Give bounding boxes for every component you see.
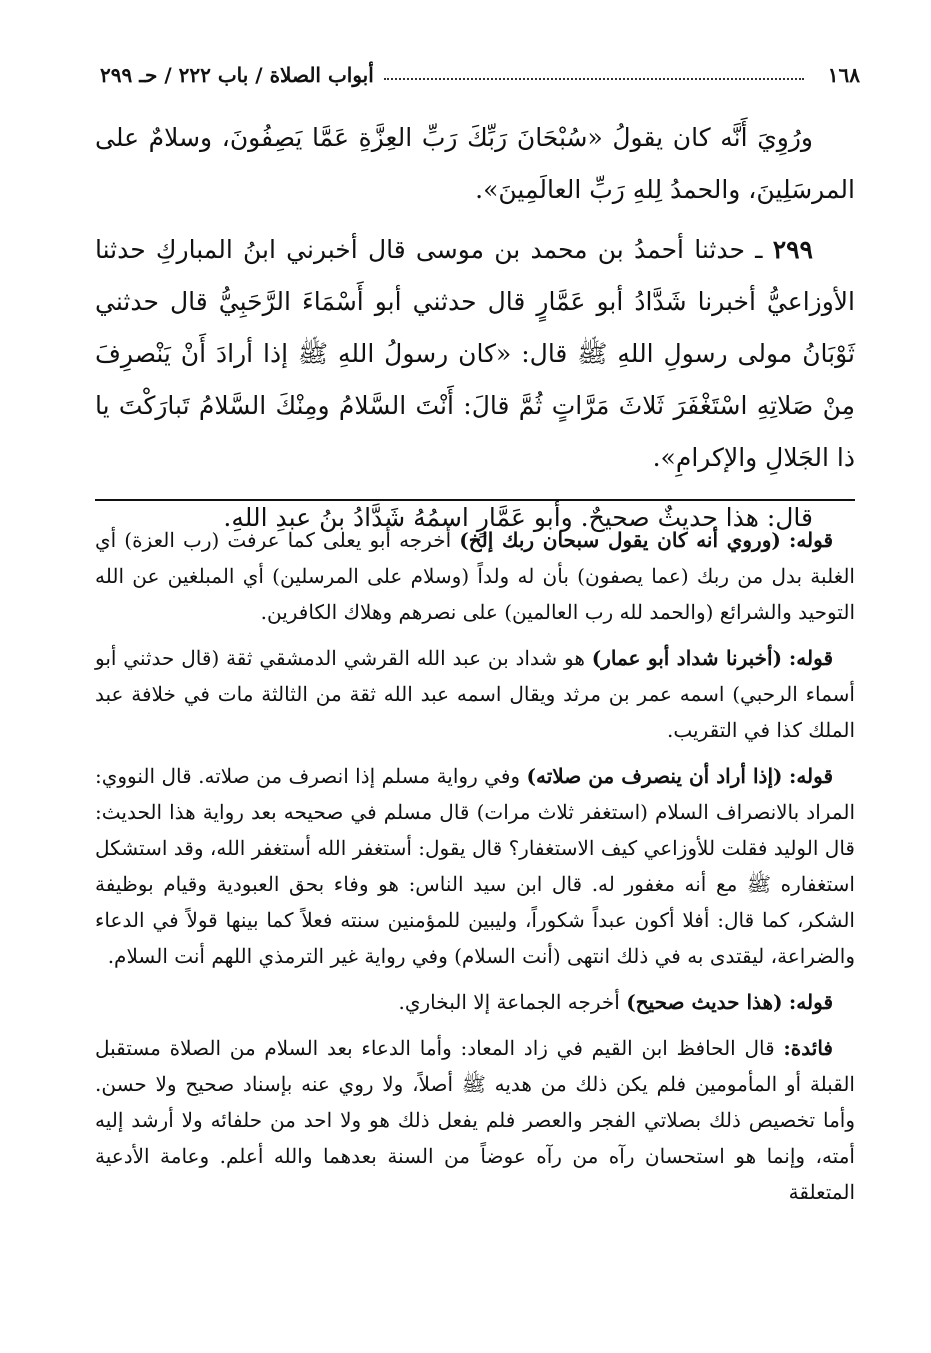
page-number: ١٦٨ (827, 63, 860, 87)
commentary-text: أخرجه الجماعة إلا البخاري. (398, 990, 620, 1014)
commentary-lead: قوله: (788, 990, 833, 1014)
footnote-divider (95, 499, 855, 501)
commentary-lead: قوله: (788, 646, 834, 670)
commentary-quote: (أخبرنا شداد أبو عمار) (591, 646, 783, 670)
commentary-paragraph (95, 522, 855, 630)
header-title: أبواب الصلاة / باب ٢٢٢ / حـ ٢٩٩ (100, 63, 374, 87)
benefit-paragraph (95, 1030, 855, 1210)
commentary-text: وفي رواية مسلم إذا انصرف من صلاته. قال النووي: المراد بالانصراف السلام (استغفر ثلاث مرات) قال مسلم في صحيحه بعد رواية هذا الحديث: قال الوليد فقلت للأوزاعي كيف الاستغفار؟ قال يقول: أستغفر الله أستغفر الله، وقد استشكل استغفاره ﷺ مع أنه مغفور له. قال ابن سيد الناس: هو وفاء بحق العبودية وقيام بوظيفة الشكر، كما قال: أفلا أكون عبداً شكوراً، وليبين للمؤمنين سنته فعلاً كما بينها قولاً في الدعاء والضراعة، ليقتدى به في ذلك انتهى (أنت السلام) وفي رواية غير الترمذي اللهم أنت السلام. (95, 764, 855, 968)
benefit-text: قال الحافظ ابن القيم في زاد المعاد: وأما الدعاء بعد السلام من الصلاة مستقبل القبلة أو المأمومين فلم يكن ذلك من هديه ﷺ أصلاً، ولا روي عنه بإسناد صحيح ولا حسن. وأما تخصيص ذلك بصلاتي الفجر والعصر فلم يفعل ذلك هو ولا احد من حلفائه ولا أرشد إليه أمته، وإنما هو استحسان رآه من رآه عوضاً من السنة بعدهما والله أعلم. وعامة الأدعية المتعلقة (95, 1036, 855, 1204)
commentary-paragraph (95, 758, 855, 974)
commentary-text: هو شداد بن عبد الله القرشي الدمشقي ثقة (قال حدثني أبو أسماء الرحبي) اسمه عمر بن مرثد ويقال اسمه عبد الله ثقة من الثالثة مات في خلافة عبد الملك كذا في التقريب. (95, 646, 855, 742)
hadith-number: ٢٩٩ (772, 235, 813, 264)
commentary (95, 522, 855, 1220)
benefit-lead: فائدة: (783, 1036, 833, 1060)
main-text (95, 112, 855, 552)
commentary-lead: قوله: (788, 764, 834, 788)
commentary-paragraph (95, 984, 855, 1020)
commentary-paragraph (95, 640, 855, 748)
commentary-text: أخرجه أبو يعلى كما عرفت (رب العزة) أي الغلبة بدل من ربك (عما يصفون) بأن له ولداً (وسلام على المرسلين) أي المبلغين عن الله التوحيد والشرائع (والحمد لله رب العالمين) على نصرهم وهلاك الكافرين. (95, 528, 855, 624)
header-dot-leader (384, 78, 804, 80)
commentary-quote: (هذا حديث صحيح) (626, 990, 783, 1014)
grading-paragraph: قال: هذا حديثٌ صحيحٌ. وأبو عَمَّارٍ اسمُهُ شَدَّادُ بنُ عبدِ اللهِ. (223, 503, 813, 532)
hadith-paragraph (95, 224, 855, 484)
main-paragraph-1: ورُوِيَ أَنَّه كان يقولُ «سُبْحَانَ رَبِّكَ رَبِّ العِزَّةِ عَمَّا يَصِفُونَ، وسلامٌ على المرسَلِينَ، والحمدُ لِلهِ رَبِّ العالَمِينَ». (95, 123, 855, 204)
commentary-quote: (إذا أراد أن ينصرف من صلاته) (526, 764, 783, 788)
hadith-text: ـ حدثنا أحمدُ بن محمد بن موسى قال أخبرني ابنُ المباركِ حدثنا الأوزاعيُّ أخبرنا شَدَّادُ أبو عَمَّارٍ قال حدثني أبو أَسْمَاءَ الرَّحَبِيُّ قال حدثني ثَوْبَانُ مولى رسولِ اللهِ ﷺ قال: «كان رسولُ اللهِ ﷺ إذا أرادَ أَنْ يَنْصرِفَ مِنْ صَلاتِهِ اسْتَغْفَرَ ثَلاثَ مَرَّاتٍ ثُمَّ قالَ: أَنْتَ السَّلامُ ومِنْكَ السَّلامُ تَبارَكْتَ يا ذا الجَلالِ والإكرامِ». (95, 235, 855, 472)
commentary-lead: قوله: (788, 528, 834, 552)
commentary-quote: (وروي أنه كان يقول سبحان ربك إلخ) (459, 528, 781, 552)
running-header (100, 55, 860, 95)
